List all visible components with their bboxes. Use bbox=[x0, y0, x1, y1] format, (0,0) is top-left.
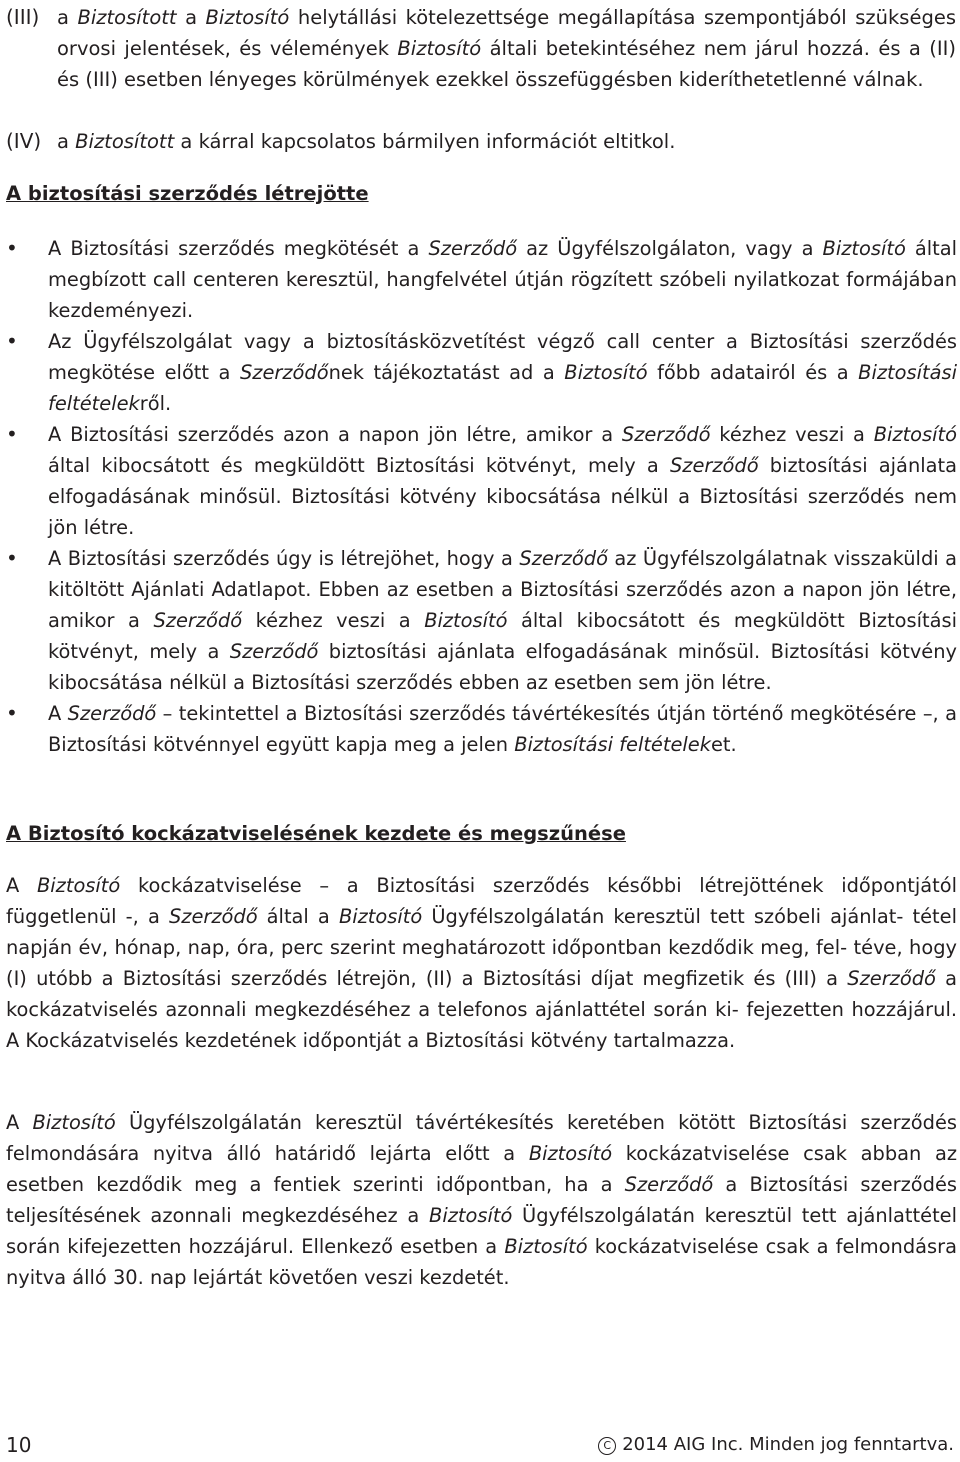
page-number: 10 bbox=[6, 1433, 32, 1457]
text-run: A bbox=[6, 1111, 33, 1134]
text-run: a kockázatviselés azonnali megkezdéséhez a telefonos ajánlattétel során ki- fejezetten hozzájárul. A Kockázatviselés kezdetének időpontját a Biztosítási kötvény tartalmazza. bbox=[6, 967, 957, 1052]
italic-term: Szerződő bbox=[168, 905, 258, 928]
italic-term: Biztosító bbox=[564, 361, 648, 384]
italic-term: Biztosítási feltételek bbox=[514, 733, 711, 756]
bullet-icon: • bbox=[6, 236, 18, 260]
text-run: kézhez veszi a bbox=[710, 423, 874, 446]
italic-term: Biztosító bbox=[36, 874, 121, 897]
bullet-text bbox=[48, 233, 957, 326]
text-run: biztosítási ajánlata elfogadásának minősül. Biztosítási kötvény kibocsátása nélkül a Biztosítási szerződés ebben az esetben sem jön létre. bbox=[48, 640, 958, 694]
text-run: A bbox=[48, 702, 68, 725]
italic-term: Szerződő bbox=[669, 454, 759, 477]
text-run: által a bbox=[257, 905, 339, 928]
text-run: a bbox=[57, 130, 76, 153]
italic-term: Szerződő bbox=[847, 967, 936, 990]
bullet-text bbox=[48, 419, 957, 543]
text-run: által kibocsátott és megküldött Biztosítási kötvényt, mely a bbox=[48, 454, 670, 477]
italic-term: Biztosított bbox=[77, 6, 177, 29]
italic-term: Biztosító bbox=[397, 37, 482, 60]
text-run: et. bbox=[710, 733, 737, 756]
italic-term: Biztosított bbox=[75, 130, 175, 153]
item-label: (IV) bbox=[6, 129, 42, 153]
italic-term: Biztosító bbox=[429, 1204, 513, 1227]
copyright-icon: C bbox=[598, 1437, 616, 1455]
text-run: kockázatviselése – a Biztosítási szerződés későbbi létrejöttének időpontjától függetlenül -, a bbox=[6, 874, 957, 928]
text-run: A bbox=[6, 874, 37, 897]
italic-term: Biztosító bbox=[504, 1235, 588, 1258]
text-run: A Biztosítási szerződés megkötését a bbox=[48, 237, 429, 260]
bullet-icon: • bbox=[6, 329, 18, 353]
list-item-iv bbox=[6, 126, 956, 157]
italic-term: Szerződő bbox=[621, 423, 711, 446]
section-heading-risk-coverage: A Biztosító kockázatviselésének kezdete és megszűnése bbox=[6, 822, 626, 845]
text-run: – tekintettel a Biztosítási szerződés távértékesítés útján történő megkötésére –, a Biztosítási kötvénnyel együtt kapja meg a jelen bbox=[48, 702, 957, 756]
text-run: nek tájékoztatást ad a bbox=[328, 361, 565, 384]
bullet-text bbox=[48, 698, 957, 760]
bullet-text bbox=[48, 543, 957, 698]
italic-term: Biztosító bbox=[32, 1111, 116, 1134]
text-run: az Ügyfélszolgálatnak visszaküldi a kitöltött Ajánlati Adatlapot. Ebben az esetben a Biztosítási szerződés azon a napon jön létre, amikor a bbox=[48, 547, 957, 632]
bullet-text bbox=[48, 326, 957, 419]
bullet-item bbox=[6, 419, 957, 543]
text-run: a bbox=[57, 6, 78, 29]
text-run: általi betekintéséhez nem járul hozzá. és a (II) és (III) esetben lényeges körülmények ezekkel összefüggésben kideríthetetlenné válnak. bbox=[57, 37, 957, 91]
text-run: Ügyfélszolgálatán keresztül távértékesítés keretében kötött Biztosítási szerződés felmondására nyitva álló határidő lejárta előtt a bbox=[6, 1111, 957, 1165]
section-heading-contract-formation: A biztosítási szerződés létrejötte bbox=[6, 182, 369, 205]
text-run: Ügyfélszolgálatán keresztül tett szóbeli ajánlat- tétel napján év, hónap, nap, óra, perc szerint meghatározott időpontban kezdődik meg, fel- téve, hogy (I) utóbb a Biztosítási szerződés létrejön, (II) a Biztosítási díjat megfizetik és (III) a bbox=[6, 905, 957, 990]
bullet-icon: • bbox=[6, 701, 18, 725]
italic-term: Biztosító bbox=[528, 1142, 613, 1165]
italic-term: Szerződő bbox=[519, 547, 608, 570]
text-run: a kárral kapcsolatos bármilyen információt eltitkol. bbox=[174, 130, 676, 153]
text-run: helytállási kötelezettsége megállapítása szempontjából szükséges orvosi jelentések, és vélemények bbox=[57, 6, 956, 60]
italic-term: Szerződő bbox=[428, 237, 518, 260]
item-text bbox=[57, 126, 956, 157]
item-text bbox=[57, 2, 956, 95]
text-run: kézhez veszi a bbox=[242, 609, 425, 632]
italic-term: Szerződő bbox=[229, 640, 319, 663]
italic-term: Biztosító bbox=[205, 6, 290, 29]
bullet-item bbox=[6, 326, 957, 419]
text-run: a Biztosítási szerződés teljesítésének azonnali megkezdéséhez a bbox=[6, 1173, 957, 1227]
copyright-text: 2014 AIG Inc. Minden jog fenntartva. bbox=[622, 1434, 954, 1455]
bullet-item bbox=[6, 233, 957, 326]
text-run: biztosítási ajánlata elfogadásának minősül. Biztosítási kötvény kibocsátása nélkül a Biztosítási szerződés nem jön létre. bbox=[48, 454, 957, 539]
italic-term: Szerződő bbox=[67, 702, 157, 725]
paragraph-risk-start bbox=[6, 870, 957, 1056]
italic-term: Szerződő bbox=[624, 1173, 714, 1196]
bullet-icon: • bbox=[6, 546, 18, 570]
copyright-notice bbox=[598, 1432, 954, 1458]
italic-term: Biztosító bbox=[873, 423, 957, 446]
italic-term: Szerződő bbox=[153, 609, 243, 632]
italic-term: Biztosító bbox=[822, 237, 906, 260]
text-run: főbb adatairól és a bbox=[647, 361, 859, 384]
text-run: által megbízott call centeren keresztül, hangfelvétel útján rögzített szóbeli nyilatkozat formájában kezdeményezi. bbox=[48, 237, 958, 322]
item-label: (III) bbox=[6, 5, 40, 29]
text-run: A Biztosítási szerződés azon a napon jön létre, amikor a bbox=[48, 423, 622, 446]
text-run: kockázatviselése csak abban az esetben kezdődik meg a fentiek szerinti időpontban, ha a bbox=[6, 1142, 957, 1196]
text-run: által kibocsátott és megküldött Biztosítási kötvényt, mely a bbox=[48, 609, 958, 663]
italic-term: Biztosítási feltételek bbox=[48, 361, 957, 415]
italic-term: Szerződő bbox=[239, 361, 329, 384]
bullet-item bbox=[6, 543, 957, 698]
text-run: Ügyfélszolgálatán keresztül tett ajánlattétel során kifejezetten hozzájárul. Ellenkező esetben a bbox=[6, 1204, 957, 1258]
list-item-iii bbox=[6, 2, 956, 95]
text-run: A Biztosítási szerződés úgy is létrejöhet, hogy a bbox=[48, 547, 520, 570]
italic-term: Biztosító bbox=[424, 609, 508, 632]
bullet-list bbox=[6, 233, 957, 760]
text-run: a bbox=[176, 6, 206, 29]
text-run: az Ügyfélszolgálaton, vagy a bbox=[517, 237, 823, 260]
italic-term: Biztosító bbox=[338, 905, 423, 928]
bullet-icon: • bbox=[6, 422, 18, 446]
bullet-item bbox=[6, 698, 957, 760]
text-run: ről. bbox=[139, 392, 172, 415]
text-run: kockázatviselése csak a felmondásra nyitva álló 30. nap lejártát követően veszi kezdetét. bbox=[6, 1235, 957, 1289]
paragraph-withdrawal bbox=[6, 1107, 957, 1293]
text-run: Az Ügyfélszolgálat vagy a biztosításközvetítést végző call center a Biztosítási szerződés megkötése előtt a bbox=[48, 330, 957, 384]
